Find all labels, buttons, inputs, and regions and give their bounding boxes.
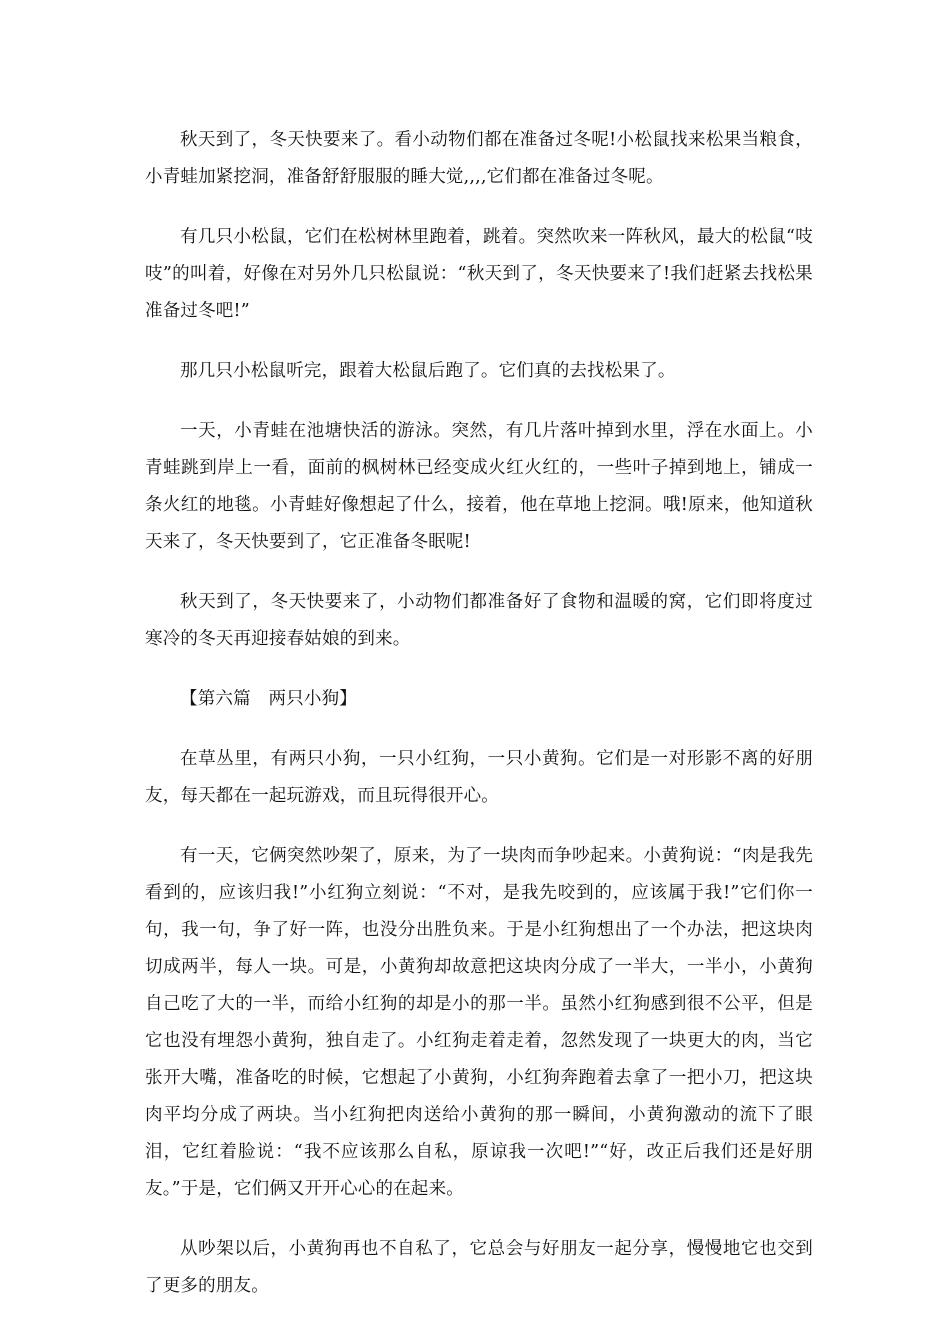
paragraph-two-dogs-quarrel: 有一天，它俩突然吵架了，原来，为了一块肉而争吵起来。小黄狗说：“肉是我先看到的，应该归我!”小红狗立刻说：“不对，是我先咬到的，应该属于我!”它们你一句，我一句，争了好一阵，也没分出胜负来。于是小红狗想出了一个办法，把这块肉切成两半，每人一块。可是，小黄狗却故意把这块肉分成了一半大，一半小，小黄狗自己吃了大的一半，而给小红狗的却是小的那一半。虽然小红狗感到很不公平，但是它也没有埋怨小黄狗，独自走了。小红狗走着走着，忽然发现了一块更大的肉，当它张开大嘴，准备吃的时候，它想起了小黄狗，小红狗奔跑着去拿了一把小刀，把这块肉平均分成了两块。当小红狗把肉送给小黄狗的那一瞬间，小黄狗激动的流下了眼泪，它红着脸说：“我不应该那么自私，原谅我一次吧!”“好，改正后我们还是好朋友。”于是，它们俩又开开心心的在起来。 — [145, 846, 813, 1199]
paragraph-autumn-intro: 秋天到了，冬天快要来了。看小动物们都在准备过冬呢!小松鼠找来松果当粮食，小青蛙加紧挖洞，准备舒舒服服的睡大觉,,,,它们都在准备过冬呢。 — [145, 130, 813, 187]
paragraph-squirrels-follow: 那几只小松鼠听完，跟着大松鼠后跑了。它们真的去找松果了。 — [180, 361, 676, 381]
paragraph-two-dogs-ending: 从吵架以后，小黄狗再也不自私了，它总会与好朋友一起分享，慢慢地它也交到了更多的朋友。 — [145, 1239, 813, 1296]
paragraph-autumn-conclusion: 秋天到了，冬天快要来了，小动物们都准备好了食物和温暖的窝，它们即将度过寒冷的冬天再迎接春姑娘的到来。 — [145, 592, 813, 649]
document-page — [145, 122, 813, 1328]
paragraph-squirrels: 有几只小松鼠，它们在松树林里跑着，跳着。突然吹来一阵秋风，最大的松鼠“吱吱”的叫着，好像在对另外几只松鼠说：“秋天到了，冬天快要来了!我们赶紧去找松果准备过冬吧!” — [145, 227, 813, 321]
paragraph-frog: 一天，小青蛙在池塘快活的游泳。突然，有几片落叶掉到水里，浮在水面上。小青蛙跳到岸上一看，面前的枫树林已经变成火红火红的，一些叶子掉到地上，铺成一条火红的地毯。小青蛙好像想起了什么，接着，他在草地上挖洞。哦!原来，他知道秋天来了，冬天快要到了，它正准备冬眠呢! — [145, 421, 813, 552]
section-heading: 【第六篇 两只小狗】 — [180, 689, 357, 709]
paragraph-two-dogs-intro: 在草丛里，有两只小狗，一只小红狗，一只小黄狗。它们是一对形影不离的好朋友，每天都在一起玩游戏，而且玩得很开心。 — [145, 749, 813, 806]
